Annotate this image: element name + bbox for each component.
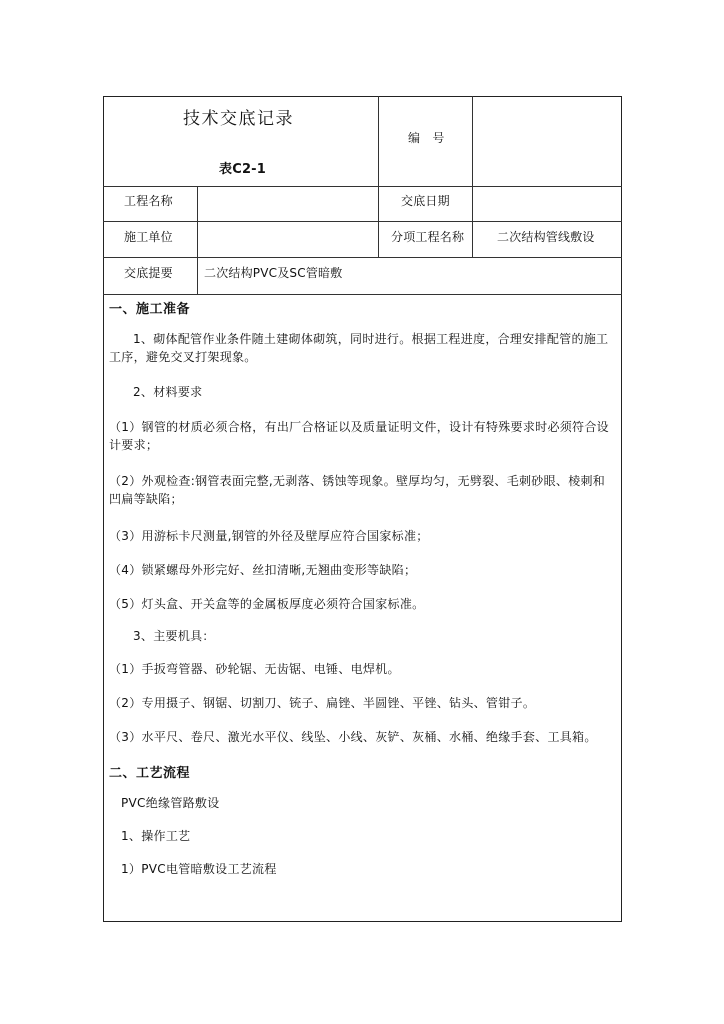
divider — [103, 257, 622, 258]
paragraph: （5）灯头盒、开关盒等的金属板厚度必须符合国家标准。 — [109, 597, 425, 611]
paragraph: PVC绝缘管路敷设 — [121, 796, 220, 810]
paragraph: （2）外观检查:钢管表面完整,无剥落、锈蚀等现象。壁厚均匀，无劈裂、毛刺砂眼、棱刺和凹扁等缺陷； — [109, 474, 606, 506]
date-label: 交底日期 — [401, 194, 450, 208]
paragraph: 3、主要机具： — [133, 629, 215, 643]
number-label: 编 号 — [408, 131, 445, 145]
subproject-value[interactable]: 二次结构管线敷设 — [497, 230, 595, 244]
paragraph: 2、材料要求 — [133, 385, 203, 399]
form-number: 表C2-1 — [219, 162, 267, 177]
paragraph: （3）水平尺、卷尺、激光水平仪、线坠、小线、灰铲、灰桶、水桶、绝缘手套、工具箱。 — [109, 730, 597, 744]
paragraph: （3）用游标卡尺测量,钢管的外径及壁厚应符合国家标准； — [109, 529, 429, 543]
paragraph: （4）锁紧螺母外形完好、丝扣清晰,无翘曲变形等缺陷； — [109, 563, 417, 577]
divider — [103, 221, 622, 222]
divider — [103, 186, 622, 187]
paragraph: （2）专用摄子、钢锯、切割刀、铳子、扁锉、半圆锉、平锉、钻头、管钳子。 — [109, 696, 536, 710]
summary-label: 交底提要 — [124, 266, 173, 280]
divider — [378, 96, 379, 257]
form-title: 技术交底记录 — [183, 109, 294, 129]
paragraph: 1、操作工艺 — [121, 829, 191, 843]
divider — [472, 96, 473, 257]
summary-value[interactable]: 二次结构PVC及SC管暗敷 — [204, 266, 343, 280]
contractor-label: 施工单位 — [124, 230, 173, 244]
divider — [103, 294, 622, 295]
section-heading: 二、工艺流程 — [109, 766, 191, 781]
paragraph: 1）PVC电管暗敷设工艺流程 — [121, 862, 277, 876]
paragraph: （1）钢管的材质必须合格，有出厂合格证以及质量证明文件，设计有特殊要求时必须符合设计要求； — [109, 420, 609, 452]
divider — [197, 186, 198, 294]
section-heading: 一、施工准备 — [109, 302, 191, 317]
paragraph: 1、砌体配管作业条件随土建砌体砌筑，同时进行。根据工程进度，合理安排配管的施工工序，避免交叉打架现象。 — [109, 332, 609, 364]
subproject-label: 分项工程名称 — [391, 230, 465, 244]
project-name-label: 工程名称 — [124, 194, 173, 208]
paragraph: （1）手扳弯管器、砂轮锯、无齿锯、电锤、电焊机。 — [109, 662, 400, 676]
